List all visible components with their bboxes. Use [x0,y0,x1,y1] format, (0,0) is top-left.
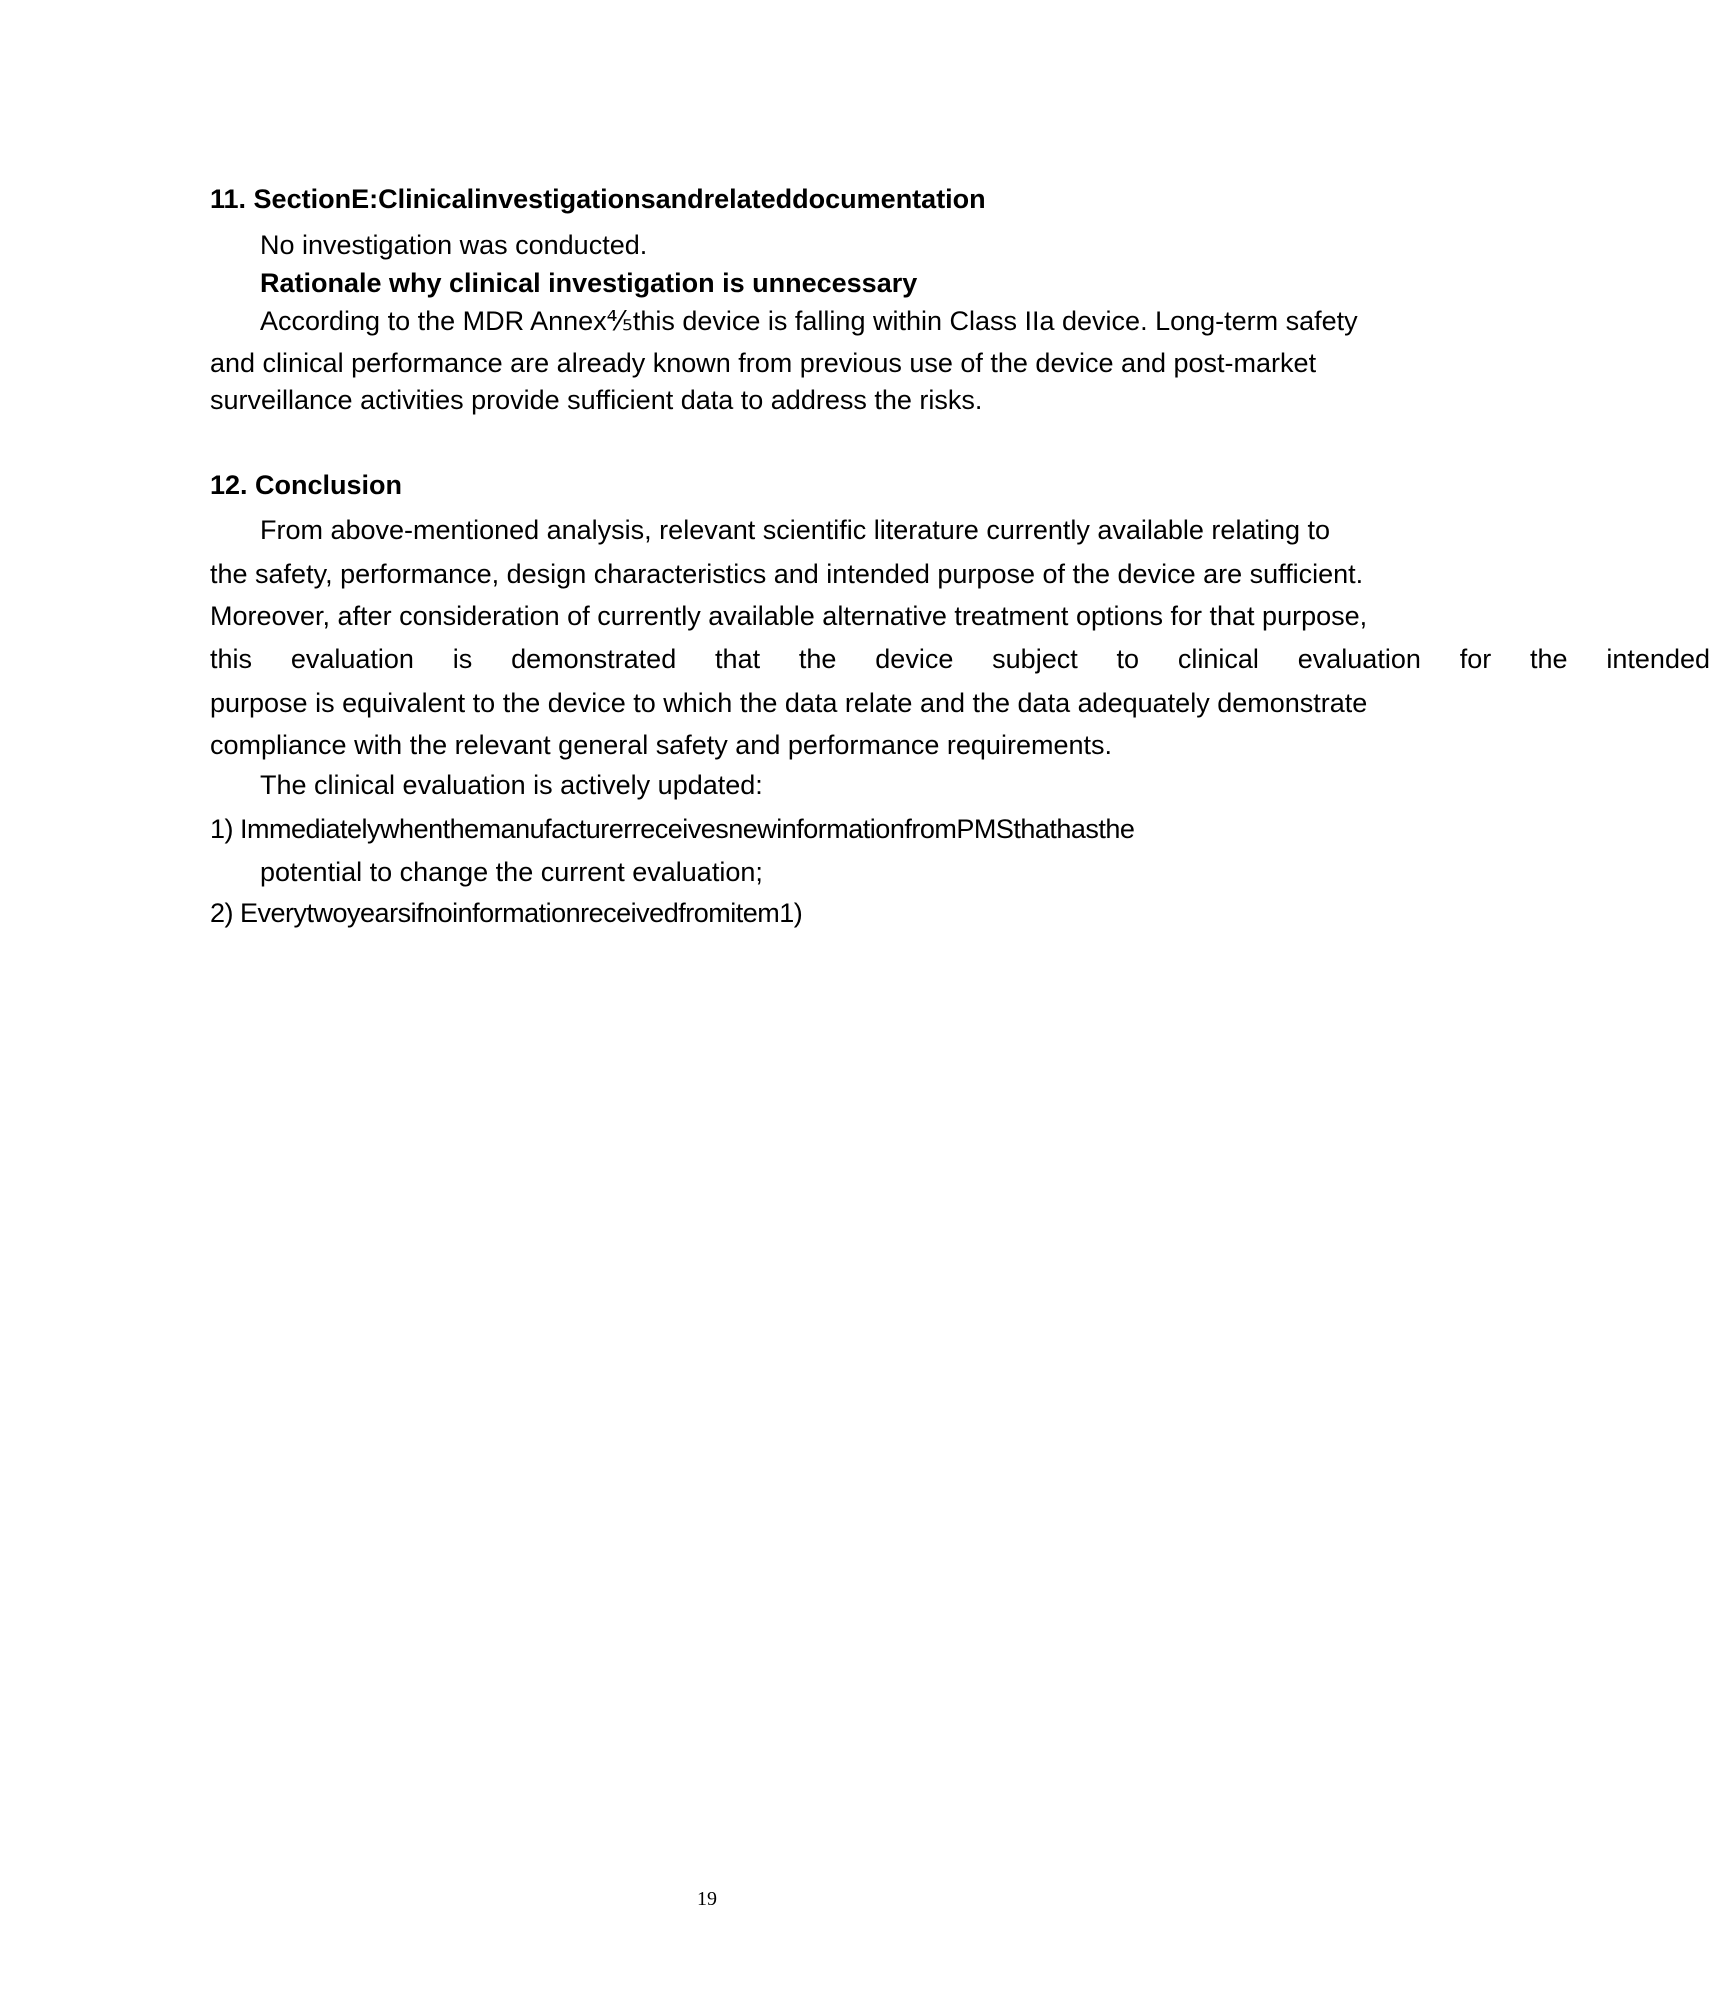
section-12-heading: 12. Conclusion [210,470,403,500]
paragraph-line: From above-mentioned analysis, relevant scientific literature currently available relating to [260,515,1331,545]
list-item-1-continuation: potential to change the current evaluation; [260,857,763,887]
paragraph-line: this evaluation is demonstrated that the device subject to clinical evaluation for the intended [210,644,1710,674]
list-item-1: 1) ImmediatelywhenthemanufacturerreceivesnewinformationfromPMSthathasthe [210,814,1135,844]
paragraph-line: surveillance activities provide sufficient data to address the risks. [210,385,983,415]
paragraph-line: compliance with the relevant general safety and performance requirements. [210,730,1112,760]
paragraph-line: purpose is equivalent to the device to which the data relate and the data adequately demonstrate [210,688,1368,718]
rationale-heading: Rationale why clinical investigation is unnecessary [260,268,918,298]
paragraph-line: the safety, performance, design characteristics and intended purpose of the device are sufficient. [210,559,1364,589]
list-item-2: 2) Everytwoyearsifnoinformationreceivedfromitem1) [210,898,803,928]
section-11-heading: 11. SectionE:Clinicalinvestigationsandrelateddocumentation [210,184,986,214]
no-investigation-text: No investigation was conducted. [260,230,648,260]
paragraph-line: and clinical performance are already known from previous use of the device and post-market [210,348,1317,378]
page-number: 19 [697,1888,717,1910]
paragraph-line: Moreover, after consideration of currently available alternative treatment options for that purpose, [210,601,1368,631]
paragraph-line: According to the MDR Annex⅘this device is falling within Class IIa device. Long-term safety [260,306,1358,336]
update-intro: The clinical evaluation is actively updated: [260,770,763,800]
